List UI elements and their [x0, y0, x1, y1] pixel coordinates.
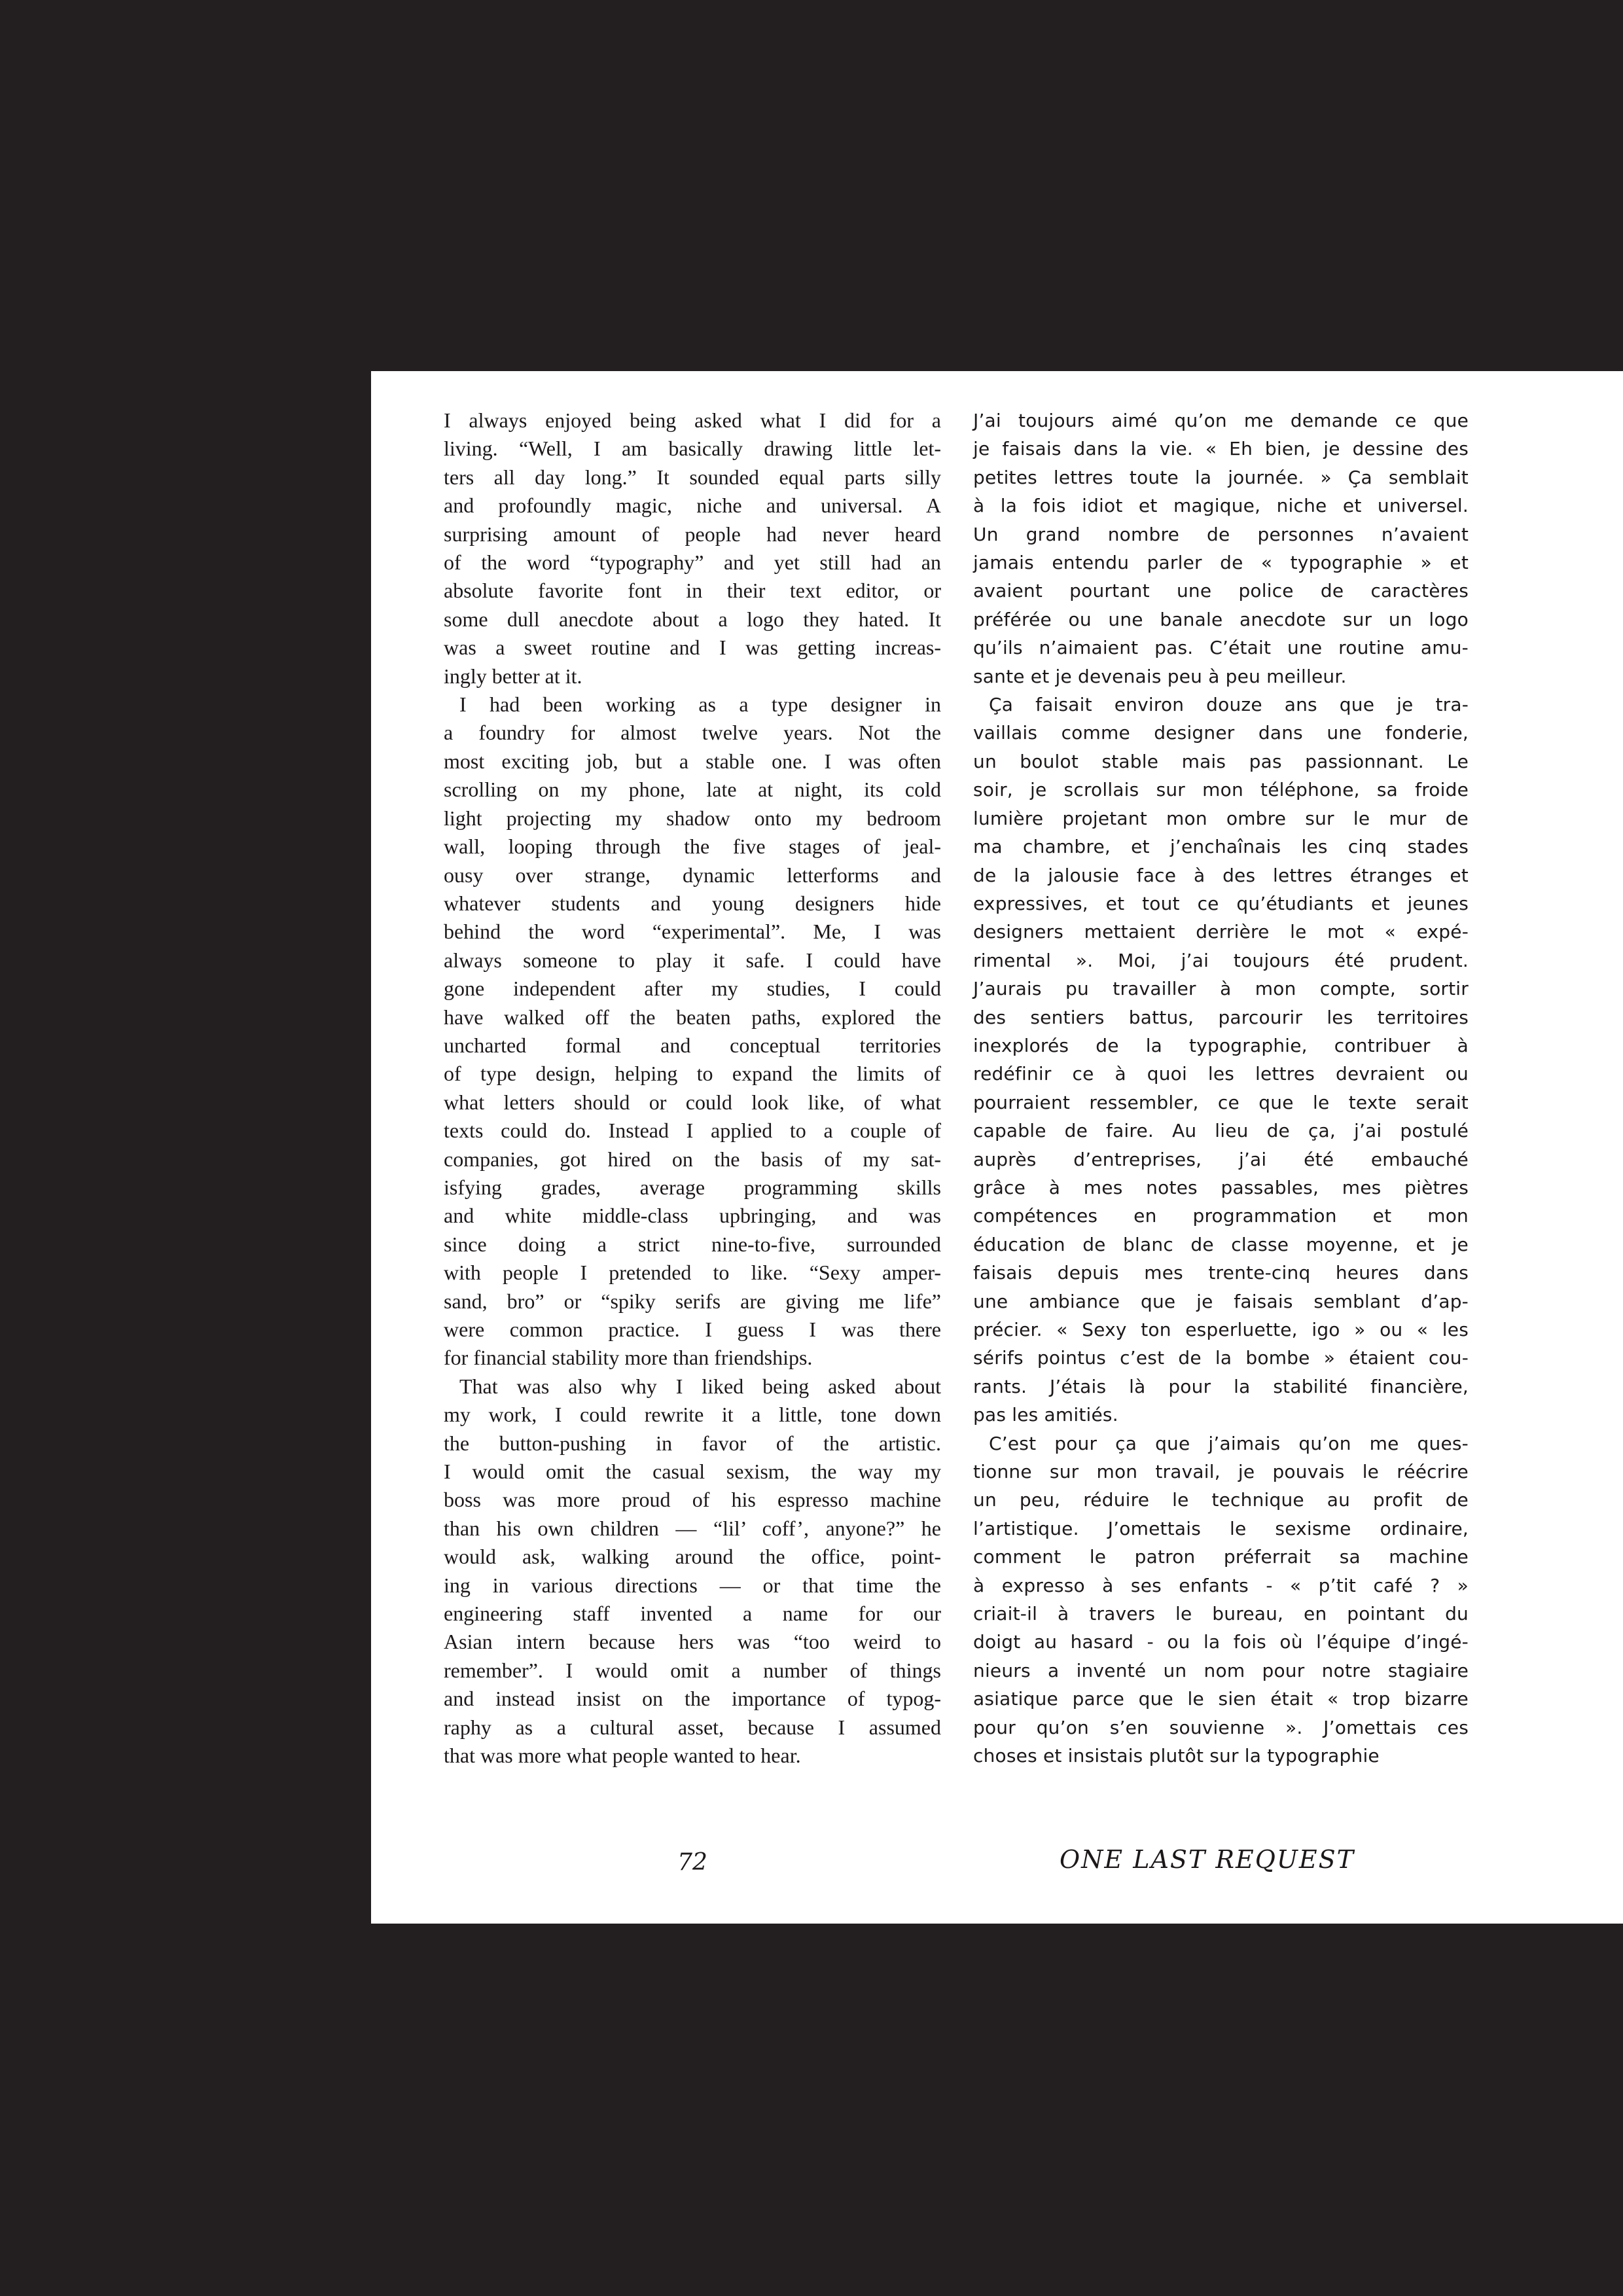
text-line: ing in various directions — or that time the: [444, 1573, 941, 1597]
text-line: Asian intern because hers was “too weird to: [444, 1630, 941, 1654]
text-line: qu’ils n’aimaient pas. C’était une routine amu-: [973, 637, 1469, 659]
text-line: avaient pourtant une police de caractères: [973, 580, 1469, 602]
text-line: je faisais dans la vie. « Eh bien, je dessine des: [973, 438, 1469, 460]
text-line: were common practice. I guess I was there: [444, 1318, 941, 1341]
text-line: and profoundly magic, niche and universal. A: [444, 493, 941, 518]
text-line: absolute favorite font in their text editor, or: [444, 579, 941, 603]
text-line: Ça faisait environ douze ans que je tra-: [989, 694, 1469, 716]
text-line: des sentiers battus, parcourir les territoires: [973, 1006, 1469, 1028]
book-page: [371, 371, 1623, 1924]
text-line: comment le patron préferrait sa machine: [973, 1546, 1469, 1568]
text-line: living. “Well, I am basically drawing little let-: [444, 437, 941, 461]
text-line: sand, bro” or “spiky serifs are giving me life”: [444, 1289, 941, 1313]
text-line: à expresso à ses enfants - « p’tit café ? »: [973, 1574, 1469, 1596]
text-line: à la fois idiot et magique, niche et universel.: [973, 495, 1469, 517]
text-line: a foundry for almost twelve years. Not the: [444, 721, 941, 745]
text-line: éducation de blanc de classe moyenne, et je: [973, 1233, 1469, 1255]
text-line: have walked off the beaten paths, explored the: [444, 1005, 941, 1029]
text-line: l’artistique. J’omettais le sexisme ordinaire,: [973, 1517, 1469, 1539]
text-line: auprès d’entreprises, j’ai été embauché: [973, 1148, 1469, 1170]
text-line: I had been working as a type designer in: [459, 692, 941, 717]
text-line: ters all day long.” It sounded equal parts silly: [444, 465, 941, 489]
text-line: choses et insistais plutôt sur la typographie: [973, 1745, 1380, 1767]
text-line: précier. « Sexy ton esperluette, igo » ou « les: [973, 1319, 1469, 1340]
text-line: texts could do. Instead I applied to a couple of: [444, 1119, 941, 1143]
text-line: un boulot stable mais pas passionnant. Le: [973, 750, 1469, 772]
text-line: grâce à mes notes passables, mes piètres: [973, 1176, 1469, 1198]
text-line: ma chambre, et j’enchaînais les cinq stades: [973, 836, 1469, 858]
text-line: wall, looping through the five stages of jeal-: [444, 834, 941, 859]
text-line: capable de faire. Au lieu de ça, j’ai postulé: [973, 1120, 1469, 1142]
text-line: un peu, réduire le technique au profit de: [973, 1489, 1469, 1511]
text-line: jamais entendu parler de « typographie » et: [973, 552, 1469, 574]
text-line: de la jalousie face à des lettres étranges et: [973, 864, 1469, 886]
text-line: and white middle-class upbringing, and was: [444, 1204, 941, 1228]
text-line: designers mettaient derrière le mot « expé-: [973, 921, 1469, 943]
text-line: préférée ou une banale anecdote sur un logo: [973, 608, 1469, 630]
text-line: doigt au hasard - ou la fois où l’équipe d’ingé-: [973, 1631, 1469, 1653]
text-line: ousy over strange, dynamic letterforms and: [444, 863, 941, 887]
text-line: uncharted formal and conceptual territories: [444, 1033, 941, 1057]
column-english-text: [444, 406, 941, 1770]
text-line: would ask, walking around the office, point-: [444, 1545, 941, 1569]
text-line: pour qu’on s’en souvienne ». J’omettais ces: [973, 1716, 1469, 1738]
text-line: nieurs a inventé un nom pour notre stagiaire: [973, 1659, 1469, 1681]
text-line: compétences en programmation et mon: [973, 1205, 1469, 1227]
text-line: was a sweet routine and I was getting increas-: [444, 636, 941, 660]
text-line: rimental ». Moi, j’ai toujours été prudent.: [973, 949, 1469, 971]
text-line: asiatique parce que le sien était « trop bizarre: [973, 1688, 1469, 1710]
text-line: of type design, helping to expand the limits of: [444, 1062, 941, 1086]
text-line: C’est pour ça que j’aimais qu’on me ques-: [989, 1432, 1469, 1454]
text-line: faisais depuis mes trente-cinq heures dans: [973, 1262, 1469, 1284]
text-line: always someone to play it safe. I could have: [444, 948, 941, 972]
text-line: scrolling on my phone, late at night, its cold: [444, 778, 941, 802]
column-french-text: [973, 406, 1469, 1770]
text-line: behind the word “experimental”. Me, I was: [444, 920, 941, 944]
text-line: I would omit the casual sexism, the way my: [444, 1460, 941, 1484]
text-line: rants. J’étais là pour la stabilité financière,: [973, 1375, 1469, 1397]
text-line: most exciting job, but a stable one. I was often: [444, 749, 941, 773]
text-line: the button-pushing in favor of the artistic.: [444, 1431, 941, 1455]
text-line: ingly better at it.: [444, 664, 582, 688]
text-line: inexplorés de la typographie, contribuer à: [973, 1034, 1469, 1056]
text-line: vaillais comme designer dans une fonderie,: [973, 722, 1469, 744]
running-title: ONE LAST REQUEST: [1060, 1845, 1355, 1874]
text-line: I always enjoyed being asked what I did for a: [444, 408, 941, 432]
text-line: whatever students and young designers hide: [444, 891, 941, 915]
text-line: petites lettres toute la journée. » Ça semblait: [973, 466, 1469, 488]
text-line: soir, je scrollais sur mon téléphone, sa froide: [973, 779, 1469, 801]
text-line: une ambiance que je faisais semblant d’ap-: [973, 1290, 1469, 1312]
page-number: 72: [677, 1849, 707, 1876]
text-line: some dull anecdote about a logo they hated. It: [444, 607, 941, 631]
text-line: of the word “typography” and yet still had an: [444, 550, 941, 575]
text-line: that was more what people wanted to hear.: [444, 1744, 801, 1768]
text-line: pas les amitiés.: [973, 1404, 1118, 1426]
text-line: with people I pretended to like. “Sexy amper-: [444, 1261, 941, 1285]
text-line: sante et je devenais peu à peu meilleur.: [973, 665, 1347, 687]
text-line: J’aurais pu travailler à mon compte, sortir: [973, 978, 1469, 1000]
text-line: J’ai toujours aimé qu’on me demande ce que: [973, 410, 1469, 431]
text-line: raphy as a cultural asset, because I assumed: [444, 1715, 941, 1739]
text-line: boss was more proud of his espresso machine: [444, 1488, 941, 1512]
text-line: sérifs pointus c’est de la bombe » étaient cou-: [973, 1347, 1469, 1369]
text-line: since doing a strict nine-to-five, surrounded: [444, 1232, 941, 1256]
text-line: lumière projetant mon ombre sur le mur de: [973, 807, 1469, 829]
text-line: remember”. I would omit a number of things: [444, 1658, 941, 1682]
text-line: engineering staff invented a name for our: [444, 1602, 941, 1626]
text-line: companies, got hired on the basis of my sat-: [444, 1147, 941, 1171]
text-line: for financial stability more than friendships.: [444, 1346, 813, 1370]
text-line: Un grand nombre de personnes n’avaient: [973, 523, 1469, 545]
text-line: isfying grades, average programming skills: [444, 1175, 941, 1199]
text-line: what letters should or could look like, of what: [444, 1090, 941, 1114]
text-line: criait-il à travers le bureau, en pointant du: [973, 1603, 1469, 1625]
text-line: expressives, et tout ce qu’étudiants et jeunes: [973, 892, 1469, 914]
text-line: That was also why I liked being asked about: [459, 1374, 941, 1398]
text-line: pourraient ressembler, ce que le texte serait: [973, 1091, 1469, 1113]
text-line: my work, I could rewrite it a little, tone down: [444, 1403, 941, 1427]
text-line: gone independent after my studies, I could: [444, 977, 941, 1001]
text-line: light projecting my shadow onto my bedroom: [444, 806, 941, 830]
text-line: than his own children — “lil’ coff’, anyone?” he: [444, 1516, 941, 1540]
text-line: and instead insist on the importance of typog-: [444, 1687, 941, 1711]
text-line: redéfinir ce à quoi les lettres devraient ou: [973, 1063, 1469, 1085]
text-line: surprising amount of people had never heard: [444, 522, 941, 546]
text-line: tionne sur mon travail, je pouvais le réécrire: [973, 1461, 1469, 1483]
